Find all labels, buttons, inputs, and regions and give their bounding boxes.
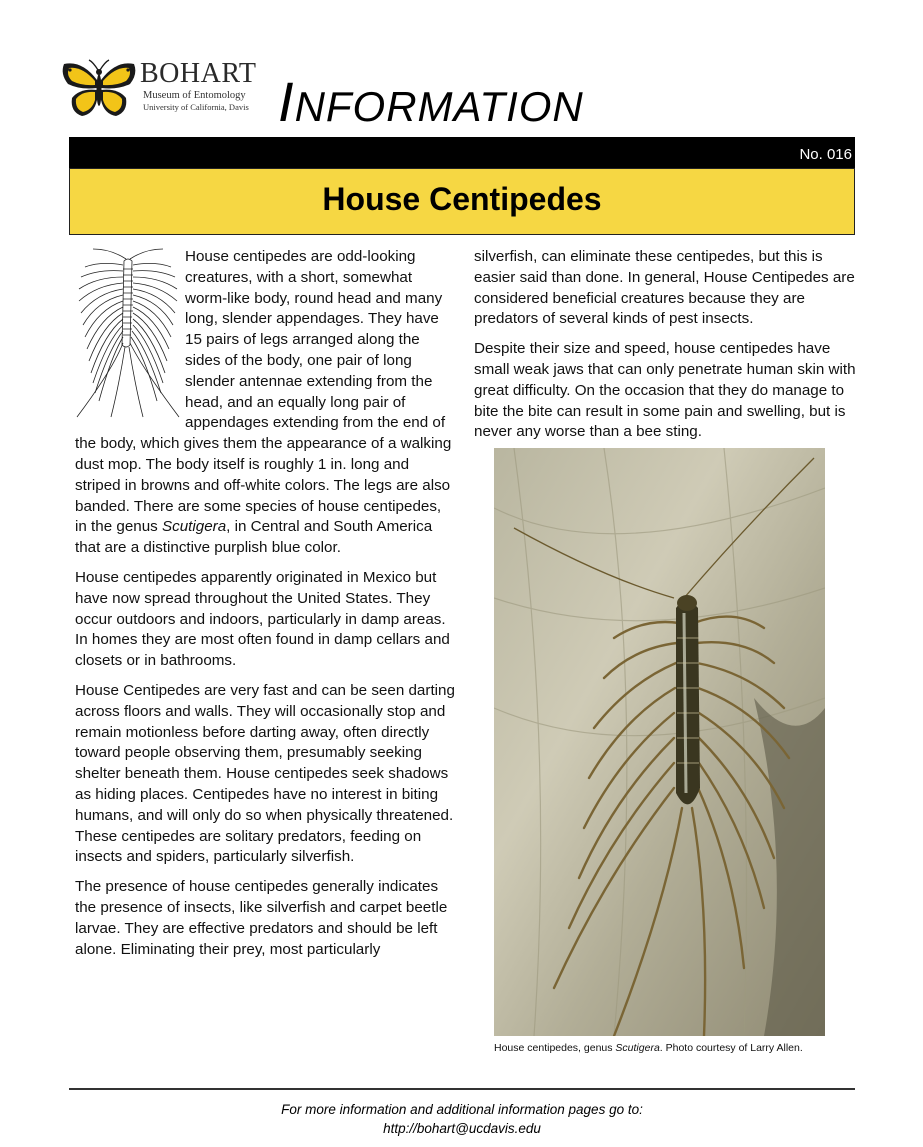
paragraph-origin: House centipedes apparently originated in Mexico but have now spread throughout the United States. They occur outdoors and indoors, particularly in damp areas. In homes they are most often found in damp cellars and closets or in bathrooms. xyxy=(75,568,450,670)
logo-university-line: University of California, Davis xyxy=(143,102,249,112)
photo-caption-genus: Scutigera xyxy=(615,1042,660,1054)
footer-link[interactable]: http://bohart@ucdavis.edu xyxy=(383,1121,541,1136)
page-title: House Centipedes xyxy=(322,181,602,217)
photo-caption-end: . Photo courtesy of Larry Allen. xyxy=(659,1042,803,1054)
centipede-photo-image xyxy=(494,448,825,1036)
information-heading xyxy=(278,72,584,137)
paragraph-presence: The presence of house centipedes generally indicates the presence of insects, like silverfish and carpet beetle larvae. They are effective predators and should be left alone. Eliminating their prey, most particularly xyxy=(75,878,448,958)
document-number: No. 016 xyxy=(799,146,852,163)
bohart-logo xyxy=(60,58,265,120)
photo-caption-start: House centipedes, genus xyxy=(494,1042,616,1054)
centipede-photo xyxy=(494,448,825,1036)
paragraph-beneficial: silverfish, can eliminate these centipedes, but this is easier said than done. In general, House Centipedes are considered beneficial creatures because they are predators of several kinds of pest insects. xyxy=(474,248,855,328)
genus-scutigera: Scutigera xyxy=(161,518,227,536)
logo-museum-line: Museum of Entomology xyxy=(143,90,246,101)
butterfly-logo-icon xyxy=(60,58,138,120)
footer-note: For more information and additional information pages go to: xyxy=(281,1102,643,1117)
paragraph-description-text: House centipedes are odd-looking creatures, with a short, somewhat worm-like body, round head and many long, slender appendages. They have 15 pairs of legs arranged along the sides of the body, one pair of long slender antennae extending from the head, and an equally long pair of appendages extending from the end of the body, which gives them the appearance of a walking dust mop. The body itself is roughly 1 in. long and striped in browns and off-white colors. The legs are also banded. There are some species of house centipedes, in the genus xyxy=(75,248,452,536)
footer-divider xyxy=(69,1088,855,1090)
centipede-illustration xyxy=(71,245,185,420)
information-heading-initial: I xyxy=(278,70,295,133)
paragraph-behavior: House Centipedes are very fast and can be seen darting across floors and walls. They will occasionally stop and remain motionless before darting away, often directly toward people observing them, presumably seeking shelter beneath them. House centipedes seek shadows as hiding places. Centipedes have no interest in biting humans, and will only do so when physically threatened. These centipedes are solitary predators, feeding on insects and spiders, particularly silverfish. xyxy=(75,681,455,866)
photo-caption xyxy=(494,1041,803,1055)
information-heading-rest: NFORMATION xyxy=(294,83,584,130)
left-column xyxy=(75,247,455,969)
paragraph-bites: Despite their size and speed, house centipedes have small weak jaws that can only penetrate human skin with great difficulty. On the occasion that they do manage to bite the bite can result in some pain and swelling, but is never any worse than a bee sting. xyxy=(474,340,856,441)
logo-name: BOHART xyxy=(140,58,257,89)
right-column xyxy=(474,247,866,452)
paragraph-description-end: , in Central and South America that are a distinctive purplish blue color. xyxy=(75,518,433,557)
